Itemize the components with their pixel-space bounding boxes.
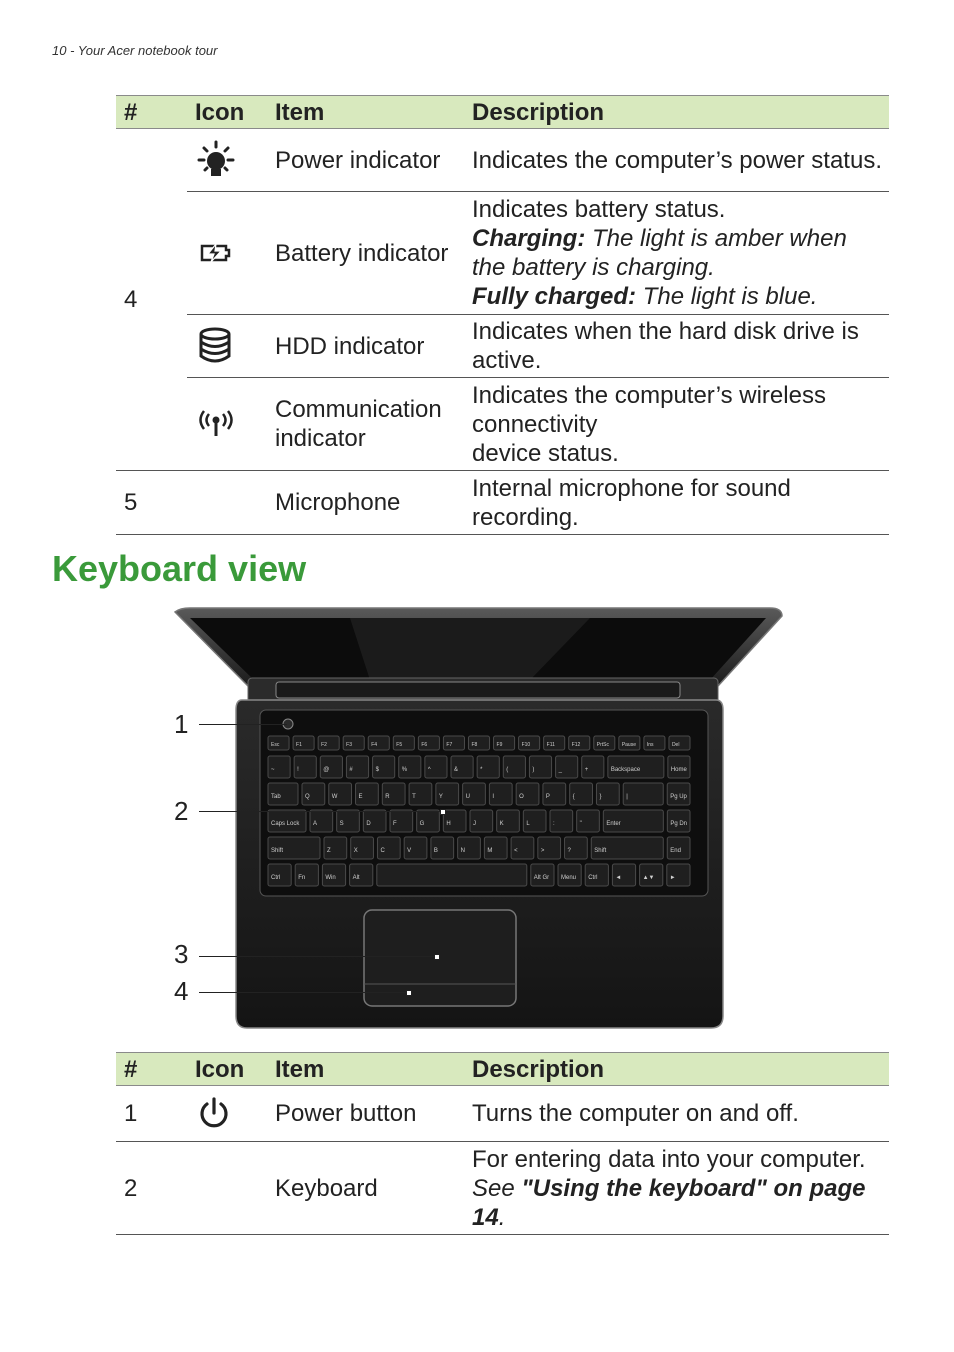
keyboard-key-label: Enter (606, 821, 621, 827)
keyboard-key-label: R (385, 794, 390, 800)
keyboard-key-label: I (492, 794, 495, 800)
keyboard-key-label: Backspace (610, 767, 641, 773)
item-name (267, 378, 464, 471)
keyboard-key-label: C (380, 848, 385, 854)
charging-label: Charging: (472, 225, 586, 252)
keyboard-key-label: ◄ (615, 875, 622, 881)
keyboard-key-label: Win (325, 875, 336, 881)
keyboard-key-label: F8 (471, 742, 478, 748)
table-row (116, 192, 889, 315)
callout-4: 4 (174, 976, 189, 1006)
keyboard-key-label: P (545, 794, 550, 800)
item-name: HDD indicator (267, 315, 464, 378)
row-number: 2 (116, 1142, 187, 1235)
keyboard-key-label: > (540, 848, 545, 854)
keyboard-key-label: K (499, 821, 504, 827)
keyboard-key-label: : (553, 821, 555, 827)
item-description: Turns the computer on and off. (464, 1086, 889, 1142)
keyboard-key-label: Ins (646, 742, 654, 748)
cross-reference-link[interactable]: "Using the keyboard" on page 14 (472, 1174, 866, 1231)
col-description: Description (464, 96, 889, 129)
table-header-row (116, 1053, 889, 1086)
keyboard-key-label: Pg Up (670, 794, 687, 800)
icon-cell (187, 378, 267, 471)
table-row (116, 471, 889, 535)
keyboard-key-label: H (446, 821, 451, 827)
keyboard-key-label: Alt (352, 875, 360, 881)
keyboard-key-label: @ (323, 767, 330, 773)
keyboard-key-label: Esc (271, 742, 280, 748)
icon-cell (187, 129, 267, 192)
keyboard-key-label: F3 (346, 742, 353, 748)
item-description: Indicates the computer’s power status. (464, 129, 889, 192)
item-name: Power button (267, 1086, 464, 1142)
keyboard-key-label: E (358, 794, 363, 800)
section-title: Keyboard view (52, 548, 307, 589)
keyboard-key-label: T (412, 794, 416, 800)
see-prefix: See (472, 1174, 522, 1202)
keyboard-view-table (116, 1052, 889, 1235)
keyboard-key-label: F12 (571, 742, 581, 748)
keyboard-key-label: L (526, 821, 530, 827)
callout-line-3 (199, 956, 435, 957)
keyboard-key-label: A (313, 821, 318, 827)
keyboard-key-label: F1 (296, 742, 302, 748)
keyboard-key-label: Menu (561, 875, 577, 881)
keyboard-key-label: Shift (594, 848, 607, 854)
hinge-cover (276, 682, 680, 698)
battery-status-text: Indicates battery status. (472, 196, 726, 223)
row-number: 1 (116, 1086, 187, 1142)
keyboard-key-label: Z (327, 848, 331, 854)
keyboard-key-label: # (349, 767, 353, 773)
keyboard-key-label: Alt Gr (533, 875, 550, 881)
table-row (116, 315, 889, 378)
keyboard-key-label: F11 (546, 742, 555, 748)
icon-cell (187, 315, 267, 378)
table-row (116, 1142, 889, 1235)
keyboard-key-label: _ (558, 767, 562, 773)
keyboard-key-label: N (460, 848, 465, 854)
keyboard-key-label: ? (567, 848, 571, 854)
keyboard-key-label: Q (305, 794, 310, 800)
item-name-line: indicator (275, 425, 366, 452)
keyboard-key-label: F5 (396, 742, 403, 748)
keyboard-key (623, 783, 663, 805)
description-line: device status. (472, 439, 619, 467)
laptop-illustration (170, 604, 790, 1038)
indicator-table (116, 95, 889, 535)
table-row (116, 1086, 889, 1142)
keyboard-key-label: M (487, 848, 493, 854)
keyboard-key-label: F10 (521, 742, 531, 748)
keyboard-key-label: Caps Lock (271, 821, 300, 827)
keyboard-key-label: Y (438, 794, 443, 800)
keyboard-key-label: Pause (621, 742, 637, 748)
callout-line-1 (199, 724, 287, 725)
item-name: Keyboard (267, 1142, 464, 1235)
charging-text: The light is amber when the battery is charging. (472, 225, 847, 281)
callout-dot-2 (440, 809, 446, 815)
keyboard-key-label: $ (375, 767, 379, 773)
col-icon: Icon (187, 1053, 267, 1086)
keyboard-key-label: F (393, 821, 397, 827)
keyboard-key-label: < (514, 848, 518, 854)
cross-reference (472, 1174, 885, 1232)
callout-1: 1 (174, 709, 189, 739)
keyboard-key-label: Ctrl (271, 875, 281, 881)
keyboard-key-label: " (579, 821, 582, 827)
keyboard-key-label: B (433, 848, 438, 854)
keyboard-key-label: Shift (271, 848, 284, 854)
keyboard-key-label: G (419, 821, 425, 827)
keyboard-key-label: Fn (298, 875, 306, 881)
item-description (464, 1142, 889, 1235)
item-name: Power indicator (267, 129, 464, 192)
item-description: Internal microphone for sound recording. (464, 471, 889, 535)
keyboard-key-label: W (331, 794, 338, 800)
keyboard-key-label: PrtSc (596, 742, 609, 748)
keyboard-key-label: + (584, 767, 589, 773)
row-number: 5 (116, 471, 187, 535)
keyboard-key-label: Del (671, 742, 680, 748)
running-header: 10 - Your Acer notebook tour (52, 43, 218, 58)
keyboard-key-label: F7 (446, 742, 453, 748)
keyboard-key-label: V (407, 848, 412, 854)
table-row (116, 129, 889, 192)
col-number: # (116, 96, 187, 129)
keyboard-key-label: S (339, 821, 344, 827)
power-button-icon (196, 1096, 232, 1132)
col-icon: Icon (187, 96, 267, 129)
item-description (464, 192, 889, 315)
item-name: Microphone (267, 471, 464, 535)
keyboard-key-label: O (519, 794, 524, 800)
keyboard-key-label: ! (297, 767, 299, 773)
col-number: # (116, 1053, 187, 1086)
keyboard-key-label: & (454, 767, 459, 773)
keyboard-key-label: ^ (427, 767, 431, 773)
callout-line-4 (199, 992, 407, 993)
table-row (116, 378, 889, 471)
keyboard-key-label: F9 (496, 742, 503, 748)
table-header-row (116, 96, 889, 129)
wireless-indicator-icon (196, 409, 236, 439)
keyboard-key-label: ) (532, 767, 535, 773)
keyboard-key-label: } (599, 794, 602, 800)
col-description: Description (464, 1053, 889, 1086)
col-item: Item (267, 96, 464, 129)
icon-cell (187, 1142, 267, 1235)
keyboard-key-label: F2 (321, 742, 327, 748)
callout-line-2 (199, 811, 441, 812)
callout-3: 3 (174, 939, 189, 969)
callout-dot-3 (434, 954, 440, 960)
keyboard-key (377, 864, 527, 886)
keyboard-key-label: ~ (271, 767, 275, 773)
keyboard-key-label: ► (669, 875, 676, 881)
icon-cell (187, 1086, 267, 1142)
keyboard-key-label: J (473, 821, 476, 827)
keyboard-key-label: | (626, 794, 628, 800)
battery-indicator-icon (196, 241, 236, 265)
keyboard-key-label: { (572, 794, 575, 800)
item-name-line: Communication (275, 396, 442, 423)
keyboard-key-label: Home (670, 767, 687, 773)
keyboard-key-label: ▲▼ (642, 875, 655, 881)
col-item: Item (267, 1053, 464, 1086)
keyboard-key-label: ( (506, 767, 509, 773)
callout-dot-4 (406, 990, 412, 996)
keyboard-key-label: Pg Dn (670, 821, 688, 827)
charged-note (472, 282, 885, 311)
keyboard-key-label: F6 (421, 742, 428, 748)
keyboard-key-label: Ctrl (588, 875, 598, 881)
icon-cell (187, 471, 267, 535)
keyboard-key-label: X (353, 848, 358, 854)
keyboard-key-label: % (401, 767, 408, 773)
keyboard-key-label: F4 (371, 742, 378, 748)
keyboard-key-label: D (366, 821, 371, 827)
charged-label: Fully charged: (472, 283, 637, 310)
row-number: 4 (116, 129, 187, 471)
hdd-indicator-icon (196, 326, 234, 366)
keyboard-key-label: U (465, 794, 470, 800)
description-line: Indicates the computer’s wireless connectivity (472, 381, 826, 438)
item-description (464, 378, 889, 471)
icon-cell (187, 192, 267, 315)
keyboard-key-label: End (670, 848, 681, 854)
charging-note (472, 224, 885, 282)
keyboard-key-label: Tab (271, 794, 281, 800)
charged-text: The light is blue. (636, 283, 818, 310)
see-suffix: . (498, 1203, 506, 1231)
item-description: Indicates when the hard disk drive is active. (464, 315, 889, 378)
keyboard-description: For entering data into your computer. (472, 1145, 866, 1173)
keyboard-view-figure (170, 604, 790, 1038)
callout-2: 2 (174, 796, 189, 826)
power-indicator-icon (196, 140, 236, 180)
keyboard-key-label: * (480, 767, 483, 773)
item-name: Battery indicator (267, 192, 464, 315)
